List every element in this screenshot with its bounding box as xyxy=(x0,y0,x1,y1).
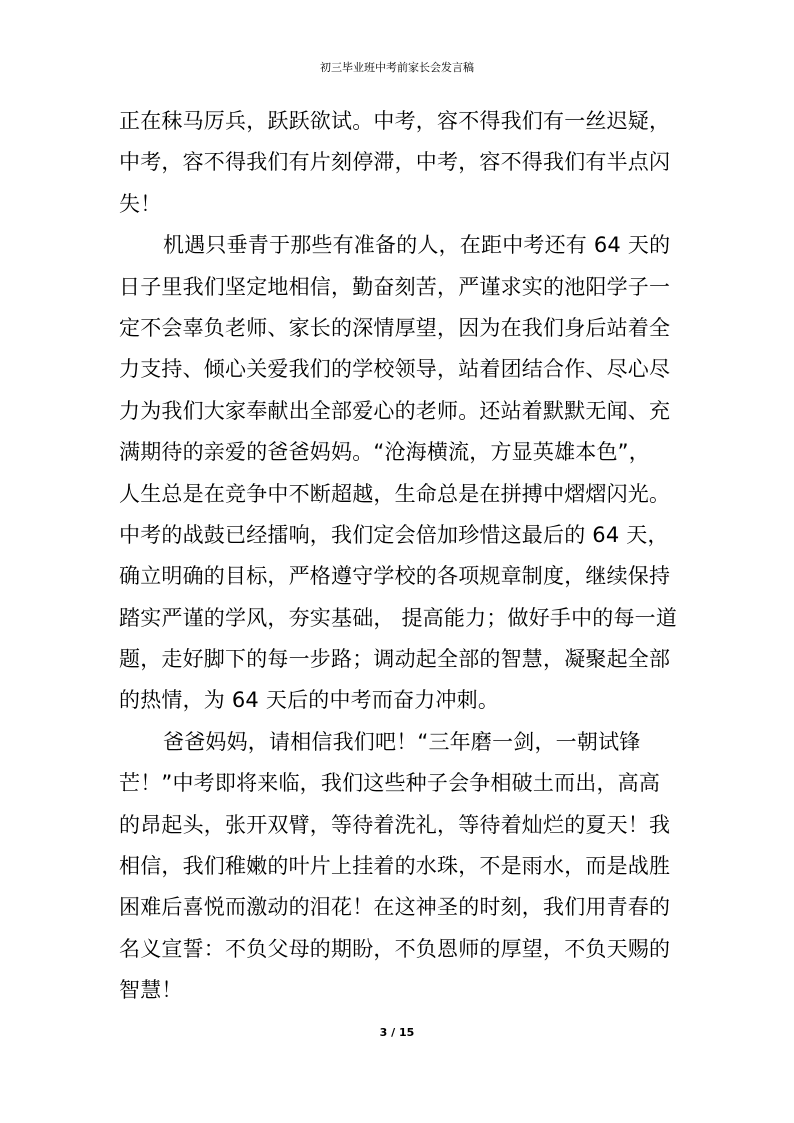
text-line: 正在秣马厉兵，跃跃欲试。中考，容不得我们有一丝迟疑， xyxy=(119,109,671,133)
text-line: 相信，我们稚嫩的叶片上挂着的水珠，不是雨水，而是战胜 xyxy=(119,854,671,879)
text-line: 定不会辜负老师、家长的深情厚望，因为在我们身后站着全 xyxy=(119,315,671,340)
text-line: 人生总是在竞争中不断超越，生命总是在拼搏中熠熠闪光。 xyxy=(119,481,671,506)
text-line: 失！ xyxy=(119,191,162,216)
text-line: 确立明确的目标，严格遵守学校的各项规章制度，继续保持 xyxy=(119,564,671,589)
text-line: 中考，容不得我们有片刻停滞，中考，容不得我们有半点闪 xyxy=(119,150,671,175)
text-line: 中考的战鼓已经擂响，我们定会倍加珍惜这最后的 64 天， xyxy=(119,522,669,547)
page-number: 3 / 15 xyxy=(379,1026,415,1039)
text-line: 踏实严谨的学风，夯实基础， 提高能力；做好手中的每一道 xyxy=(119,605,678,630)
text-line: 力支持、倾心关爱我们的学校领导，站着团结合作、尽心尽 xyxy=(119,357,671,382)
paragraph-start-line: 爸爸妈妈，请相信我们吧！“三年磨一剑，一朝试锋 xyxy=(163,729,641,754)
text-line: 的热情，为 64 天后的中考而奋力冲刺。 xyxy=(119,688,500,713)
body-text xyxy=(119,101,697,1012)
text-line: 智慧！ xyxy=(119,978,183,1003)
text-line: 的昂起头，张开双臂，等待着洗礼，等待着灿烂的夏天！我 xyxy=(119,812,671,837)
text-line: 日子里我们坚定地相信，勤奋刻苦，严谨求实的池阳学子一 xyxy=(119,274,671,299)
paragraph-start-line: 机遇只垂青于那些有准备的人，在距中考还有 64 天的 xyxy=(163,233,671,258)
text-line: 名义宣誓：不负父母的期盼，不负恩师的厚望，不负天赐的 xyxy=(119,936,671,961)
text-line: 芒！”中考即将来临，我们这些种子会争相破土而出，高高 xyxy=(119,771,661,796)
text-line: 题，走好脚下的每一步路；调动起全部的智慧，凝聚起全部 xyxy=(119,647,671,672)
text-line: 力为我们大家奉献出全部爱心的老师。还站着默默无闻、充 xyxy=(119,398,671,423)
text-line: 困难后喜悦而激动的泪花！在这神圣的时刻，我们用青春的 xyxy=(119,895,671,920)
page-header: 初三毕业班中考前家长会发言稿 xyxy=(320,61,474,74)
text-line: 满期待的亲爱的爸爸妈妈。“沧海横流，方显英雄本色”， xyxy=(119,440,650,465)
